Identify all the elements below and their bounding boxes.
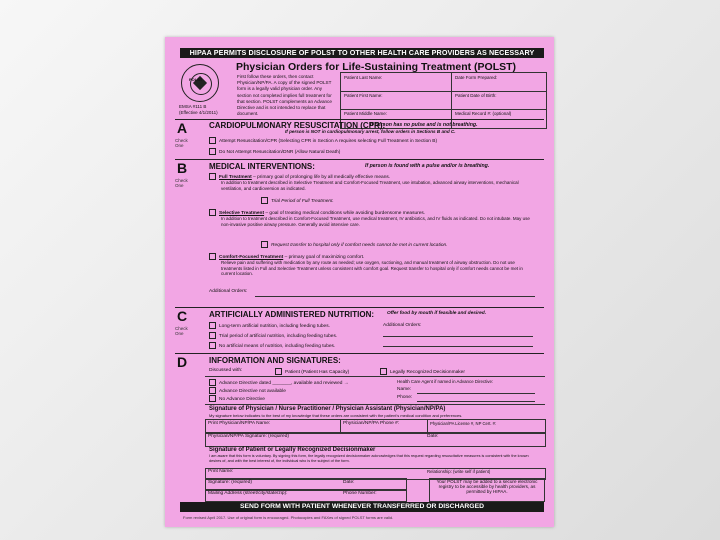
section-b-letter: B (177, 160, 188, 176)
discussed-with-label: Discussed with: (209, 368, 243, 373)
patient-signature-title: Signature of Patient or Legally Recognized Decisionmaker (209, 447, 376, 453)
section-b-check-one: Check One (175, 178, 188, 188)
ad-not-available-checkbox[interactable] (209, 387, 216, 394)
section-a-check-one: Check One (175, 138, 188, 148)
section-d-rule-1 (205, 376, 545, 377)
section-a-heading: CARDIOPULMONARY RESUSCITATION (CPR): (209, 121, 386, 130)
section-d-letter: D (177, 354, 188, 370)
trial-nutrition-checkbox[interactable] (209, 332, 216, 339)
ad-not-available-option[interactable]: Advance Directive not available (209, 387, 286, 395)
section-a-note2: If person is NOT in cardiopulmonary arrest, follow orders in Sections B and C. (285, 129, 456, 134)
dnr-checkbox[interactable] (209, 148, 216, 155)
section-b-note: If person is found with a pulse and/or is breathing. (365, 163, 490, 169)
print-physician-name-label: Print Physician/NP/PA Name: (208, 421, 271, 426)
comfort-treatment-option[interactable]: Comfort-Focused Treatment – primary goal of maximizing comfort. (209, 253, 364, 261)
section-b-additional-orders-label: Additional Orders: (209, 289, 248, 294)
no-nutrition-option[interactable]: No artificial means of nutrition, including feeding tubes. (209, 342, 335, 350)
seal-label: POLST (189, 77, 203, 82)
physician-phone-label: Physician/NP/PA Phone #: (343, 421, 400, 426)
request-transfer-checkbox[interactable] (261, 241, 268, 248)
health-care-agent-label: Health Care Agent if named in Advance Directive: (397, 379, 494, 384)
section-b-heading: MEDICAL INTERVENTIONS: (209, 162, 315, 171)
physician-signature-title: Signature of Physician / Nurse Practitioner / Physician Assistant (Physician/NP/PA) (209, 406, 446, 412)
dob-label: Patient Date of Birth: (455, 93, 497, 98)
send-form-banner: SEND FORM WITH PATIENT WHENEVER TRANSFERRED OR DISCHARGED (180, 502, 544, 512)
patient-signature-label: Signature: (required) (208, 480, 252, 485)
physician-signature-label: Physician/NP/PA Signature: (required) (208, 434, 289, 439)
section-c-letter: C (177, 308, 188, 324)
request-transfer-option[interactable]: Request transfer to hospital only if comfort needs cannot be met in current location. (261, 241, 448, 249)
license-label: Physician/PA License #, NP Cert. #: (430, 421, 497, 426)
no-nutrition-checkbox[interactable] (209, 342, 216, 349)
patient-last-name-label: Patient Last Name: (344, 75, 383, 80)
full-treatment-text: In addition to treatment described in Selective Treatment and Comfort-Focused Treatment, use intubation, advanced airway interventions, mechanical ventilation, and cardioversion as indicated. (221, 180, 519, 191)
phone-number-label: Phone Number: (343, 491, 377, 496)
section-a-note: If person has no pulse and is not breathing. (370, 122, 478, 128)
full-treatment-option[interactable]: Full Treatment – primary goal of prolonging life by all medically effective means. (209, 173, 390, 181)
section-a-letter: A (177, 120, 188, 136)
footer-note: Form revised April 2017. Use of original form is encouraged. Photocopies and FAXes of signed POLST forms are valid. (183, 515, 394, 520)
trial-period-option[interactable]: Trial Period of Full Treatment. (261, 197, 334, 205)
ad-dated-option[interactable]: Advance Directive dated _______, available and reviewed → (209, 379, 349, 387)
no-ad-option[interactable]: No Advance Directive (209, 395, 265, 403)
comfort-treatment-text: Relieve pain and suffering with medication by any route as needed; use oxygen, suctioning, and manual treatment of airway obstruction. Do not use treatments listed in Full and Selective Treatment unless consistent with comfort goal. Request transfer to hospital only if comfort needs cannot be met in current location. (221, 260, 523, 277)
cpr-attempt-checkbox[interactable] (209, 137, 216, 144)
section-d-rule-2 (205, 404, 545, 405)
section-c-additional-line (383, 346, 533, 347)
patient-middle-name-label: Patient Middle Name: (344, 111, 388, 116)
legal-decisionmaker-checkbox[interactable] (380, 368, 387, 375)
section-c-divider (175, 307, 544, 308)
section-d-heading: INFORMATION AND SIGNATURES: (209, 356, 341, 365)
polst-form-page (165, 37, 554, 527)
physician-row-divider-1 (340, 419, 341, 432)
section-c-check-one: Check One (175, 326, 188, 336)
agent-phone-field[interactable] (417, 401, 535, 402)
selective-treatment-text: In addition to treatment described in Comfort-Focused Treatment, use medical treatment, IV antibiotics, and IV fluids as indicated. Do not intubate. May use non-invasive positive airway pressure. Generally avoid intensive care. (221, 216, 530, 227)
section-d-divider (175, 353, 544, 354)
relationship-label: Relationship: (write self if patient) (427, 469, 491, 474)
medical-record-label: Medical Record #: (optional) (455, 111, 512, 116)
physician-date-label: Date: (427, 434, 439, 439)
section-b-divider (175, 159, 544, 160)
comfort-treatment-checkbox[interactable] (209, 253, 216, 260)
ad-dated-checkbox[interactable] (209, 379, 216, 386)
legal-decisionmaker-option[interactable]: Legally Recognized Decisionmaker (380, 368, 465, 376)
full-treatment-checkbox[interactable] (209, 173, 216, 180)
patient-option[interactable]: Patient (Patient Has Capacity) (275, 368, 349, 376)
form-title: Physician Orders for Life-Sustaining Treatment (POLST) (236, 61, 517, 73)
patient-checkbox[interactable] (275, 368, 282, 375)
patient-date-label: Date: (343, 480, 355, 485)
hipaa-banner: HIPAA PERMITS DISCLOSURE OF POLST TO OTHER HEALTH CARE PROVIDERS AS NECESSARY (180, 48, 544, 58)
section-c-heading: ARTIFICIALLY ADMINISTERED NUTRITION: (209, 310, 375, 319)
section-c-additional-orders-label: Additional Orders: (383, 323, 422, 328)
selective-treatment-option[interactable]: Selective Treatment – goal of treating medical conditions while avoiding burdensome measures. (209, 209, 425, 217)
agent-name-label: Name: (397, 387, 412, 392)
instructions-text: First follow these orders, then contact Physician/NP/PA. A copy of the signed POLST form is a legally valid physician order. Any section not completed implies full treatment for that section. POLST complements an Advance Directive and is not intended to replace that document. (237, 74, 332, 117)
cpr-attempt-option[interactable]: Attempt Resuscitation/CPR (Selecting CPR in Section A requires selecting Full Treatment in Section B) (209, 137, 437, 145)
agent-name-field[interactable] (417, 393, 535, 394)
section-c-note: Offer food by mouth if feasible and desired. (387, 311, 487, 316)
section-b-additional-orders-field[interactable] (255, 296, 535, 297)
long-term-nutrition-option[interactable]: Long-term artificial nutrition, including feeding tubes. (209, 322, 330, 330)
emsa-seal (181, 64, 219, 102)
patient-first-name-label: Patient First Name: (344, 93, 383, 98)
date-prepared-label: Date Form Prepared: (455, 75, 498, 80)
physician-signature-subtext: My signature below indicates to the best of my knowledge that these orders are consistent with the patient's medical condition and preferences. (209, 413, 463, 418)
mailing-address-label: Mailing Address (street/city/state/zip): (208, 491, 288, 496)
long-term-nutrition-checkbox[interactable] (209, 322, 216, 329)
patient-print-name-label: Print Name: (208, 469, 234, 474)
trial-period-checkbox[interactable] (261, 197, 268, 204)
section-c-additional-orders-field[interactable] (383, 336, 533, 337)
registry-text: Your POLST may be added to a secure electronic registry to be accessible by health providers, as permitted by HIPAA. (436, 479, 538, 495)
physician-row-divider-2 (427, 419, 428, 432)
patient-signature-subtext: I am aware that this form is voluntary. By signing this form, the legally recognized decisionmaker acknowledges that this request regarding resuscitative measures is consistent with the known desires of, and with the best interest of, the individual who is the subject of the form. (209, 454, 529, 463)
dnr-option[interactable]: Do Not Attempt Resuscitation/DNR (Allow Natural Death) (209, 148, 340, 156)
no-ad-checkbox[interactable] (209, 395, 216, 402)
section-a-divider (175, 119, 544, 120)
selective-treatment-checkbox[interactable] (209, 209, 216, 216)
effective-date: EMSA #111 B (Effective 4/1/2011) (179, 104, 218, 115)
agent-phone-label: Phone: (397, 395, 413, 400)
trial-nutrition-option[interactable]: Trial period of artificial nutrition, including feeding tubes. (209, 332, 337, 340)
